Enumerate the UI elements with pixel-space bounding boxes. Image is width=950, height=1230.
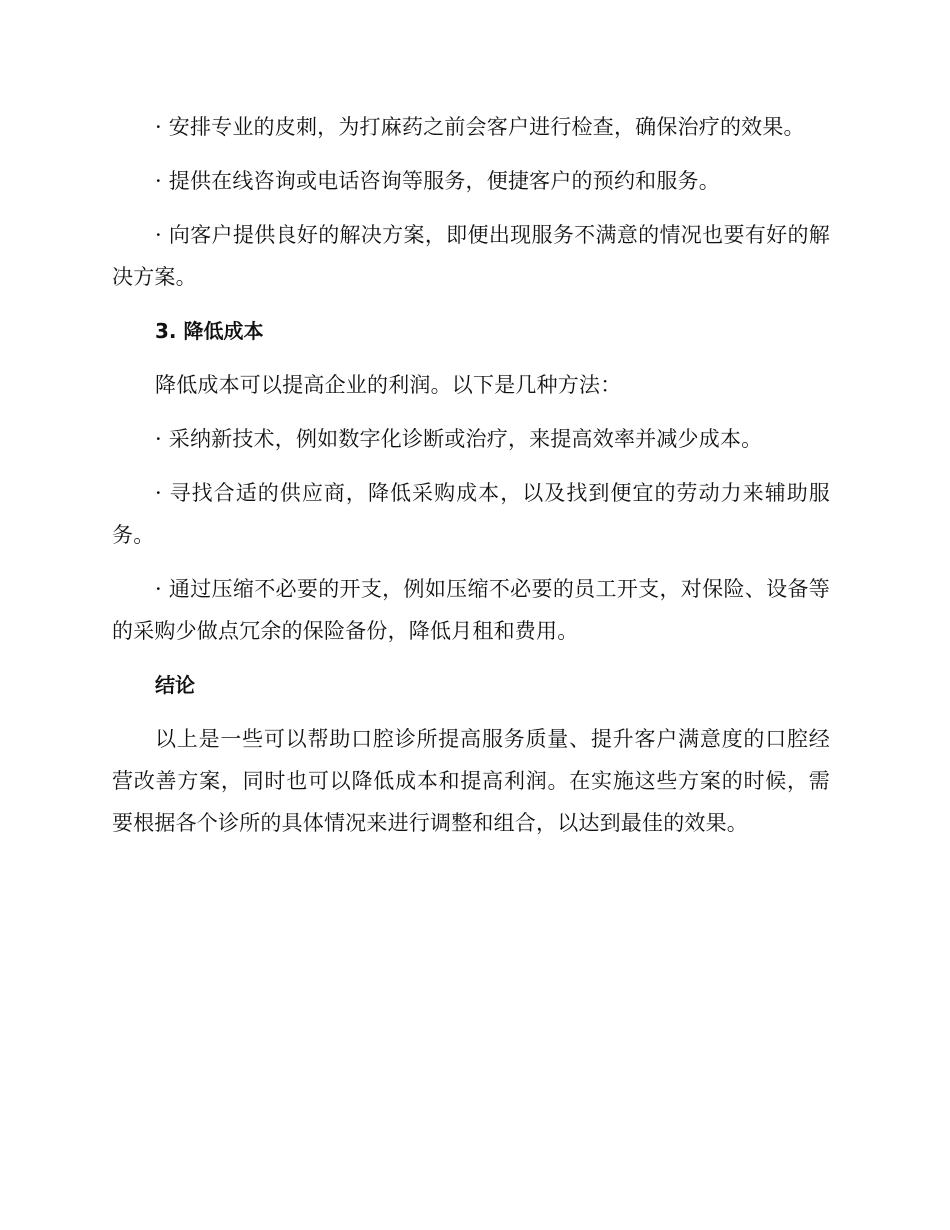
section-heading-reduce-cost: 3. 降低成本 xyxy=(155,319,264,343)
document-page xyxy=(112,106,830,856)
bullet-paragraph: · 提供在线咨询或电话咨询等服务，便捷客户的预约和服务。 xyxy=(155,169,720,193)
bullet-paragraph: · 采纳新技术，例如数字化诊断或治疗，来提高效率并减少成本。 xyxy=(155,427,763,451)
section-intro: 降低成本可以提高企业的利润。以下是几种方法： xyxy=(155,373,622,397)
conclusion-paragraph: 以上是一些可以帮助口腔诊所提高服务质量、提升客户满意度的口腔经营改善方案，同时也可以降低成本和提高利润。在实施这些方案的时候，需要根据各个诊所的具体情况来进行调整和组合，以达到最佳的效果。 xyxy=(112,727,830,835)
bullet-paragraph: · 通过压缩不必要的开支，例如压缩不必要的员工开支，对保险、设备等的采购少做点冗余的保险备份，降低月租和费用。 xyxy=(112,577,830,643)
bullet-paragraph: · 安排专业的皮刺，为打麻药之前会客户进行检查，确保治疗的效果。 xyxy=(155,115,805,139)
bullet-paragraph: · 寻找合适的供应商，降低采购成本，以及找到便宜的劳动力来辅助服务。 xyxy=(112,481,830,547)
section-heading-conclusion: 结论 xyxy=(155,673,195,697)
bullet-paragraph: · 向客户提供良好的解决方案，即便出现服务不满意的情况也要有好的解决方案。 xyxy=(112,223,830,289)
